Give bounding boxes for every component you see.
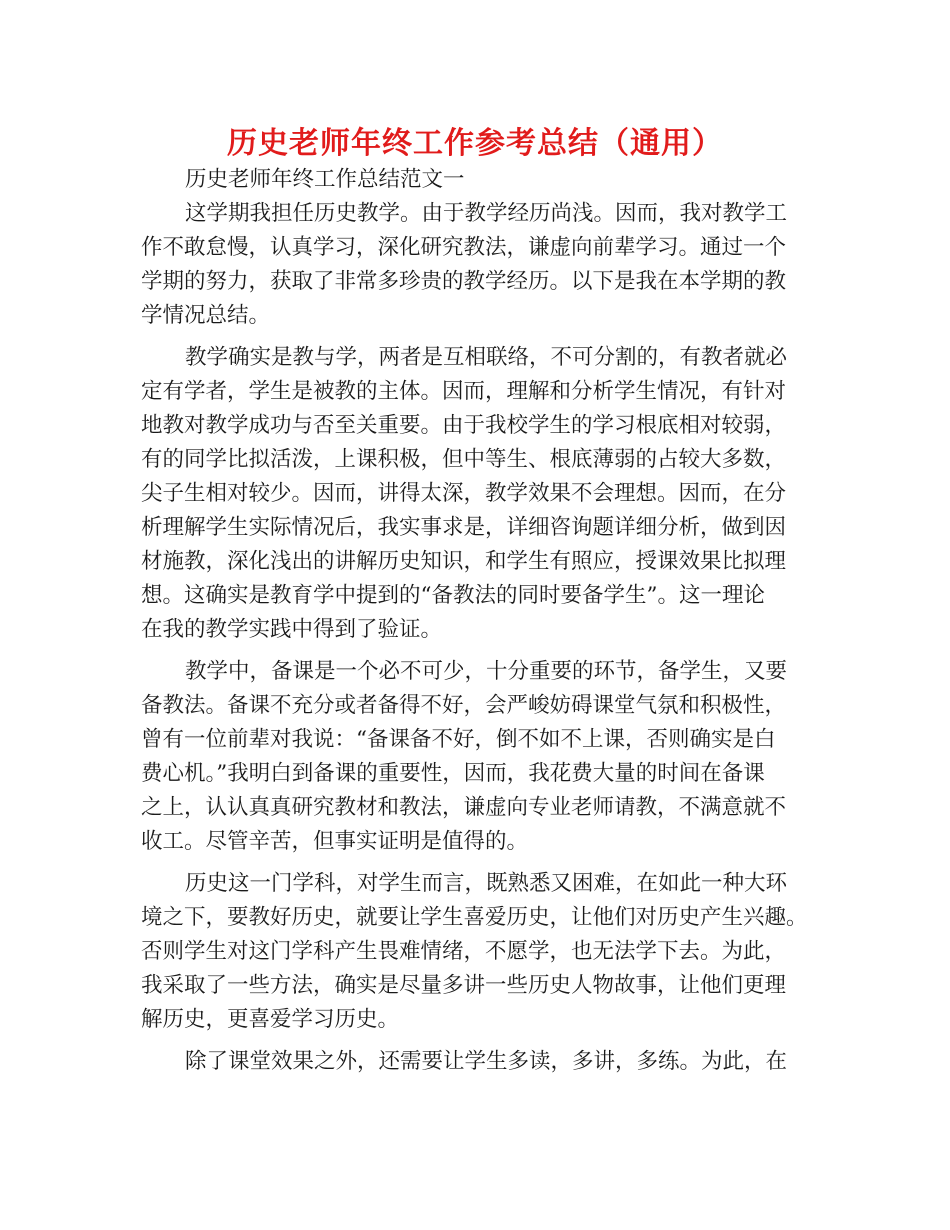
paragraph [141, 341, 831, 647]
paragraph [141, 867, 831, 1037]
paragraph [141, 197, 831, 333]
text-line: 除了课堂效果之外，还需要让学生多读，多讲，多练。为此，在 [185, 1049, 788, 1074]
text-line: 有的同学比拟活泼，上课积极，但中等生、根底薄弱的占较大多数， [141, 447, 787, 472]
text-line: 作不敢怠慢，认真学习，深化研究教法，谦虚向前辈学习。通过一个 [141, 235, 787, 260]
text-line: 定有学者，学生是被教的主体。因而，理解和分析学生情况，有针对 [141, 379, 787, 404]
text-line: 想。这确实是教育学中提到的“备教法的同时要备学生”。这一理论 [141, 583, 765, 608]
text-line: 这学期我担任历史教学。由于教学经历尚浅。因而，我对教学工 [185, 201, 788, 226]
text-line: 教学确实是教与学，两者是互相联络，不可分割的，有教者就必 [185, 345, 788, 370]
text-line: 境之下，要教好历史，就要让学生喜爱历史，让他们对历史产生兴趣。 [141, 905, 808, 930]
text-line: 备教法。备课不充分或者备得不好，会严峻妨碍课堂气氛和积极性， [141, 693, 787, 718]
text-line: 费心机。”我明白到备课的重要性，因而，我花费大量的时间在备课 [141, 761, 765, 786]
text-line: 尖子生相对较少。因而，讲得太深，教学效果不会理想。因而，在分 [141, 481, 787, 506]
paragraph [141, 655, 831, 859]
text-line: 学期的努力，获取了非常多珍贵的教学经历。以下是我在本学期的教 [141, 269, 787, 294]
document-body [141, 163, 831, 1079]
text-line: 在我的教学实践中得到了验证。 [141, 617, 443, 642]
text-line: 历史这一门学科，对学生而言，既熟悉又困难，在如此一种大环 [185, 871, 788, 896]
text-line: 否则学生对这门学科产生畏难情绪，不愿学，也无法学下去。为此， [141, 939, 787, 964]
text-line: 我采取了一些方法，确实是尽量多讲一些历史人物故事，让他们更理 [141, 973, 787, 998]
document-title: 历史老师年终工作参考总结（通用） [227, 126, 723, 161]
text-line: 材施教，深化浅出的讲解历史知识，和学生有照应，授课效果比拟理 [141, 549, 787, 574]
text-line: 收工。尽管辛苦，但事实证明是值得的。 [141, 829, 529, 854]
text-line: 之上，认认真真研究教材和教法，谦虚向专业老师请教，不满意就不 [141, 795, 787, 820]
section-heading: 历史老师年终工作总结范文一 [185, 167, 465, 192]
text-line: 学情况总结。 [141, 303, 271, 328]
paragraph [141, 1045, 831, 1079]
text-line: 曾有一位前辈对我说：“备课备不好，倒不如不上课，否则确实是白 [141, 727, 776, 752]
text-line: 解历史，更喜爱学习历史。 [141, 1007, 400, 1032]
text-line: 析理解学生实际情况后，我实事求是，详细咨询题详细分析，做到因 [141, 515, 787, 540]
text-line: 地教对教学成功与否至关重要。由于我校学生的学习根底相对较弱， [141, 413, 787, 438]
text-line: 教学中，备课是一个必不可少，十分重要的环节，备学生，又要 [185, 659, 788, 684]
